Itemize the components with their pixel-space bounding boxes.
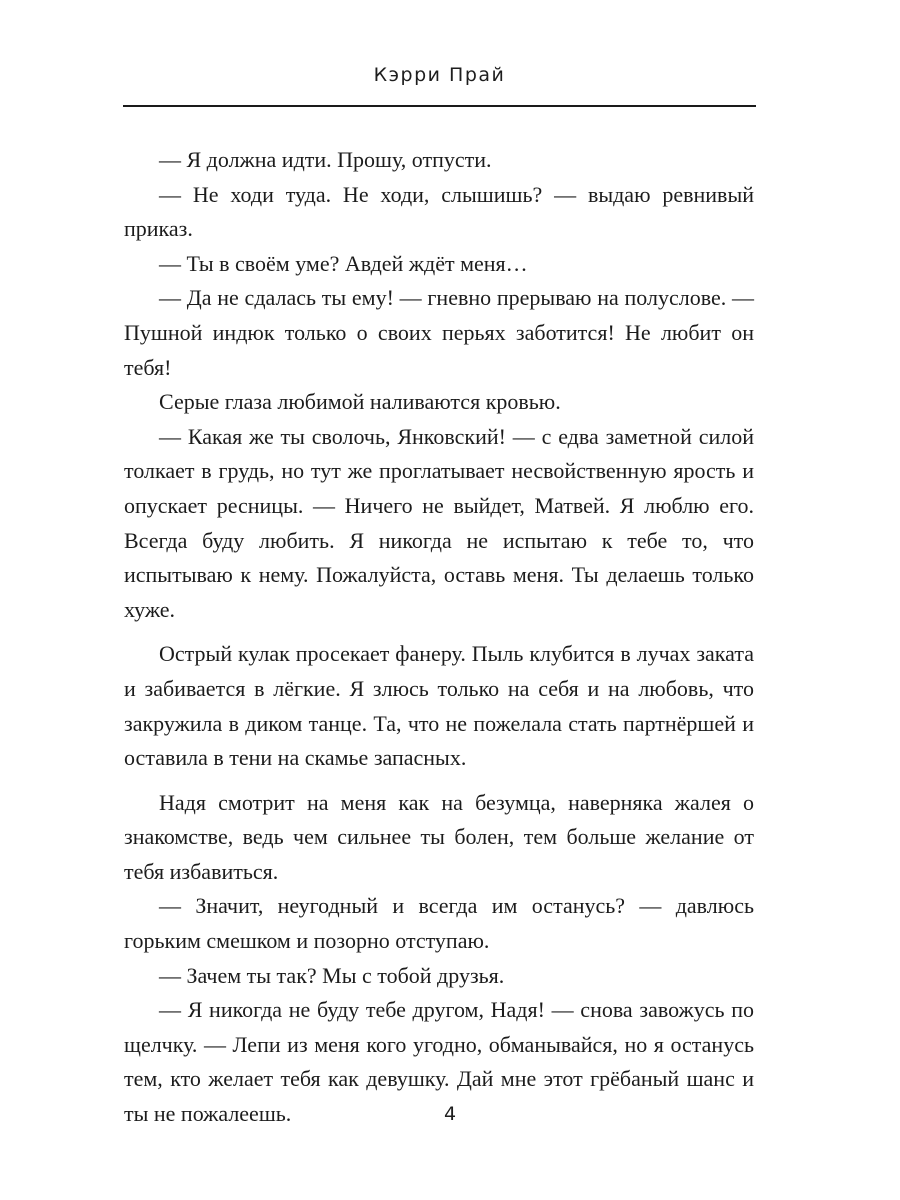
- paragraph: Острый кулак просекает фанеру. Пыль клубится в лучах заката и забивается в лёгкие. Я злюсь только на себя и на любовь, что закружила в диком танце. Та, что не пожелала стать партнёршей и оставила в тени на скамье запасных.: [124, 641, 754, 771]
- paragraph: — Ты в своём уме? Авдей ждёт меня…: [159, 250, 528, 276]
- paragraph: Надя смотрит на меня как на безумца, наверняка жалея о знакомстве, ведь чем сильнее ты болен, тем больше желание от тебя избавиться.: [124, 789, 754, 884]
- paragraph: — Не ходи туда. Не ходи, слышишь? — выдаю ревнивый приказ.: [124, 181, 754, 242]
- header-rule: [123, 105, 756, 107]
- paragraph: — Я никогда не буду тебе другом, Надя! — снова завожусь по щелчку. — Лепи из меня кого угодно, обманывайся, но я останусь тем, кто желает тебя как девушку. Дай мне этот грёбаный шанс и ты не пожалеешь.: [124, 997, 754, 1127]
- paragraph: Серые глаза любимой наливаются кровью.: [159, 389, 561, 415]
- paragraph: — Зачем ты так? Мы с тобой друзья.: [159, 962, 505, 988]
- body-text: [124, 143, 754, 1132]
- page-number: 4: [443, 1103, 457, 1125]
- running-head-author: Кэрри Прай: [373, 64, 506, 86]
- paragraph: — Значит, неугодный и всегда им останусь? — давлюсь горьким смешком и позорно отступаю.: [124, 893, 754, 954]
- paragraph: — Я должна идти. Прошу, отпусти.: [159, 147, 492, 172]
- paragraph: — Да не сдалась ты ему! — гневно прерываю на полуслове. — Пушной индюк только о своих перьях заботится! Не любит он тебя!: [124, 285, 754, 380]
- paragraph: — Какая же ты сволочь, Янковский! — с едва заметной силой толкает в грудь, но тут же проглатывает несвойственную ярость и опускает ресницы. — Ничего не выйдет, Матвей. Я люблю его. Всегда буду любить. Я никогда не испытаю к тебе то, что испытываю к нему. Пожалуйста, оставь меня. Ты делаешь только хуже.: [124, 423, 754, 622]
